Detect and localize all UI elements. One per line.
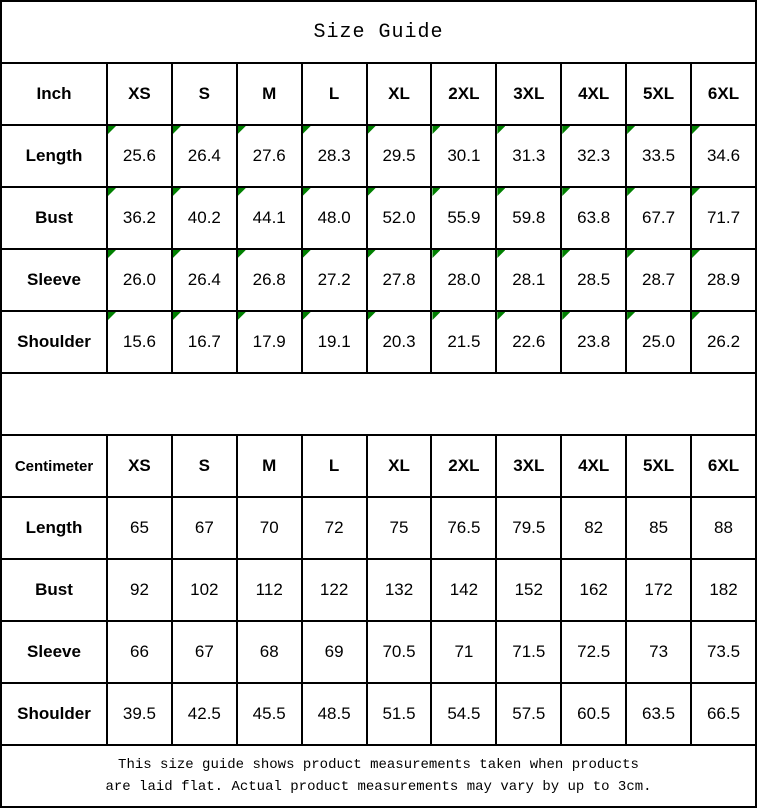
measurement-cell [626,497,691,559]
measurement-cell [626,125,691,187]
measurement-cell [172,559,237,621]
measurement-value: 54.5 [447,704,481,723]
corner-marker-icon [627,188,635,196]
measurement-cell [691,683,756,745]
measurement-value: 32.3 [577,146,611,165]
measurement-cell [496,683,561,745]
measurement-value: 16.7 [187,332,221,351]
spacer-row [1,373,756,435]
row-label-sleeve: Sleeve [1,249,107,311]
measurement-value: 40.2 [187,208,221,227]
measurement-cell [431,683,496,745]
cm-bust-row [1,559,756,621]
corner-marker-icon [432,312,440,320]
measurement-cell [626,621,691,683]
size-header-s: S [172,63,237,125]
measurement-cell [237,683,302,745]
size-header-5xl: 5XL [626,63,691,125]
corner-marker-icon [368,312,376,320]
size-header-3xl: 3XL [496,435,561,497]
measurement-note [1,745,756,807]
measurement-value: 132 [384,580,414,599]
measurement-cell [172,125,237,187]
size-header-6xl: 6XL [691,63,756,125]
measurement-cell [302,187,367,249]
measurement-cell [107,311,172,373]
corner-marker-icon [303,188,311,196]
corner-marker-icon [368,188,376,196]
row-label-bust: Bust [1,187,107,249]
measurement-cell [691,187,756,249]
measurement-value: 20.3 [382,332,416,351]
measurement-cell [237,187,302,249]
corner-marker-icon [173,188,181,196]
measurement-value: 39.5 [122,704,156,723]
size-header-5xl: 5XL [626,435,691,497]
measurement-cell [172,497,237,559]
measurement-value: 28.3 [317,146,351,165]
measurement-cell [302,125,367,187]
measurement-value: 23.8 [577,332,611,351]
measurement-value: 67 [194,518,214,537]
measurement-value: 31.3 [512,146,546,165]
measurement-cell [561,621,626,683]
measurement-value: 52.0 [382,208,416,227]
measurement-cell [691,621,756,683]
measurement-cell [107,497,172,559]
measurement-cell [237,621,302,683]
measurement-value: 152 [514,580,543,599]
spacer-cell [1,373,756,435]
measurement-value: 182 [709,580,738,599]
size-header-l: L [302,435,367,497]
measurement-value: 68 [259,642,279,661]
measurement-cell [172,187,237,249]
inch-header-row [1,63,756,125]
measurement-value: 70.5 [382,642,416,661]
corner-marker-icon [303,312,311,320]
measurement-value: 88 [714,518,733,537]
measurement-value: 92 [129,580,149,599]
measurement-value: 26.2 [706,332,741,351]
measurement-cell [367,125,432,187]
measurement-value: 34.6 [706,146,741,165]
measurement-cell [367,497,432,559]
measurement-cell [561,187,626,249]
measurement-value: 162 [579,580,608,599]
measurement-cell [367,683,432,745]
measurement-value: 15.6 [122,332,156,351]
corner-marker-icon [692,126,700,134]
measurement-cell [107,125,172,187]
measurement-cell [626,683,691,745]
note-line-2: are laid flat. Actual product measurements may vary by up to 3cm. [105,779,652,795]
size-header-2xl: 2XL [431,435,496,497]
corner-marker-icon [108,126,116,134]
measurement-value: 25.6 [122,146,156,165]
corner-marker-icon [497,126,505,134]
measurement-cell [691,559,756,621]
row-label-length: Length [1,125,107,187]
measurement-cell [302,311,367,373]
measurement-cell [302,621,367,683]
measurement-value: 71.5 [512,642,546,661]
cm-shoulder-row [1,683,756,745]
size-header-2xl: 2XL [431,63,496,125]
measurement-value: 67 [194,642,214,661]
corner-marker-icon [692,312,700,320]
corner-marker-icon [368,126,376,134]
measurement-cell [107,249,172,311]
measurement-cell [172,621,237,683]
measurement-value: 27.2 [317,270,351,289]
cm-header-row [1,435,756,497]
measurement-value: 21.5 [447,332,481,351]
measurement-cell [561,125,626,187]
measurement-cell [367,621,432,683]
measurement-value: 67.7 [642,208,676,227]
measurement-value: 36.2 [122,208,156,227]
measurement-value: 42.5 [187,704,221,723]
measurement-cell [561,311,626,373]
corner-marker-icon [173,126,181,134]
size-header-m: M [237,63,302,125]
row-label-shoulder: Shoulder [1,311,107,373]
measurement-cell [172,249,237,311]
note-line-1: This size guide shows product measurements taken when products [118,757,639,773]
corner-marker-icon [108,188,116,196]
measurement-cell [561,249,626,311]
measurement-cell [107,621,172,683]
corner-marker-icon [692,188,700,196]
measurement-value: 75 [389,518,409,537]
corner-marker-icon [108,312,116,320]
measurement-cell [691,249,756,311]
measurement-cell [431,187,496,249]
measurement-value: 76.5 [447,518,481,537]
corner-marker-icon [627,250,635,258]
size-header-m: M [237,435,302,497]
measurement-value: 85 [649,518,669,537]
corner-marker-icon [238,126,246,134]
measurement-value: 71.7 [706,208,741,227]
row-label-bust: Bust [1,559,107,621]
measurement-cell [237,311,302,373]
measurement-cell [496,311,561,373]
measurement-value: 30.1 [447,146,481,165]
measurement-cell [107,559,172,621]
measurement-value: 51.5 [382,704,416,723]
measurement-cell [431,311,496,373]
corner-marker-icon [368,250,376,258]
measurement-value: 66 [129,642,149,661]
measurement-value: 28.5 [577,270,611,289]
measurement-value: 63.8 [577,208,611,227]
measurement-value: 48.0 [317,208,351,227]
row-label-sleeve: Sleeve [1,621,107,683]
measurement-value: 29.5 [382,146,416,165]
measurement-value: 69 [324,642,344,661]
measurement-value: 19.1 [317,332,351,351]
measurement-cell [431,621,496,683]
measurement-value: 57.5 [512,704,546,723]
measurement-cell [367,559,432,621]
measurement-cell [496,497,561,559]
corner-marker-icon [173,250,181,258]
corner-marker-icon [627,126,635,134]
measurement-cell [691,497,756,559]
size-header-s: S [172,435,237,497]
corner-marker-icon [303,250,311,258]
measurement-value: 73 [649,642,669,661]
measurement-cell [172,311,237,373]
measurement-value: 26.0 [122,270,156,289]
footer-row [1,745,756,807]
measurement-cell [496,621,561,683]
measurement-value: 26.4 [187,146,221,165]
measurement-cell [496,559,561,621]
measurement-cell [561,559,626,621]
measurement-value: 71 [454,642,474,661]
measurement-value: 142 [449,580,479,599]
measurement-value: 26.8 [252,270,286,289]
measurement-cell [302,497,367,559]
measurement-cell [561,497,626,559]
corner-marker-icon [497,250,505,258]
measurement-value: 122 [319,580,349,599]
measurement-value: 26.4 [187,270,221,289]
measurement-value: 72 [324,518,344,537]
measurement-cell [237,249,302,311]
size-header-3xl: 3XL [496,63,561,125]
measurement-cell [431,249,496,311]
measurement-cell [691,125,756,187]
inch-length-row [1,125,756,187]
corner-marker-icon [432,188,440,196]
corner-marker-icon [692,250,700,258]
measurement-value: 28.9 [706,270,741,289]
measurement-cell [431,559,496,621]
measurement-cell [367,311,432,373]
corner-marker-icon [303,126,311,134]
measurement-cell [107,683,172,745]
corner-marker-icon [562,250,570,258]
corner-marker-icon [562,126,570,134]
measurement-cell [107,187,172,249]
measurement-cell [561,683,626,745]
row-label-shoulder: Shoulder [1,683,107,745]
measurement-cell [496,125,561,187]
measurement-value: 66.5 [706,704,741,723]
corner-marker-icon [562,188,570,196]
corner-marker-icon [562,312,570,320]
measurement-value: 70 [259,518,279,537]
measurement-value: 59.8 [512,208,546,227]
measurement-cell [431,497,496,559]
corner-marker-icon [497,312,505,320]
measurement-value: 27.8 [382,270,416,289]
page-title: Size Guide [1,1,756,63]
measurement-value: 27.6 [252,146,286,165]
unit-header-centimeter: Centimeter [1,435,107,497]
measurement-value: 63.5 [642,704,676,723]
corner-marker-icon [173,312,181,320]
measurement-value: 72.5 [577,642,611,661]
size-header-4xl: 4XL [561,435,626,497]
corner-marker-icon [238,188,246,196]
size-header-xs: XS [107,435,172,497]
measurement-value: 44.1 [252,208,286,227]
measurement-value: 48.5 [317,704,351,723]
size-header-xs: XS [107,63,172,125]
measurement-cell [302,559,367,621]
measurement-value: 65 [129,518,149,537]
measurement-cell [302,249,367,311]
inch-shoulder-row [1,311,756,373]
cm-length-row [1,497,756,559]
size-header-6xl: 6XL [691,435,756,497]
measurement-cell [431,125,496,187]
measurement-cell [626,311,691,373]
size-header-l: L [302,63,367,125]
measurement-value: 55.9 [447,208,481,227]
measurement-value: 79.5 [512,518,546,537]
row-label-length: Length [1,497,107,559]
size-header-xl: XL [367,435,432,497]
measurement-value: 60.5 [577,704,611,723]
measurement-value: 22.6 [512,332,546,351]
measurement-cell [302,683,367,745]
measurement-value: 102 [190,580,219,599]
title-row [1,1,756,63]
measurement-value: 25.0 [642,332,676,351]
measurement-cell [367,187,432,249]
corner-marker-icon [238,250,246,258]
size-header-4xl: 4XL [561,63,626,125]
measurement-cell [237,559,302,621]
measurement-value: 33.5 [642,146,676,165]
measurement-cell [496,187,561,249]
inch-sleeve-row [1,249,756,311]
corner-marker-icon [627,312,635,320]
inch-bust-row [1,187,756,249]
measurement-value: 172 [644,580,673,599]
measurement-cell [237,125,302,187]
measurement-value: 28.1 [512,270,546,289]
measurement-cell [367,249,432,311]
measurement-value: 45.5 [252,704,286,723]
measurement-value: 28.7 [642,270,676,289]
measurement-cell [626,559,691,621]
measurement-cell [172,683,237,745]
measurement-value: 28.0 [447,270,481,289]
cm-sleeve-row [1,621,756,683]
corner-marker-icon [432,250,440,258]
corner-marker-icon [432,126,440,134]
measurement-cell [237,497,302,559]
measurement-cell [496,249,561,311]
measurement-cell [626,249,691,311]
measurement-cell [691,311,756,373]
unit-header-inch: Inch [1,63,107,125]
size-header-xl: XL [367,63,432,125]
corner-marker-icon [497,188,505,196]
corner-marker-icon [238,312,246,320]
corner-marker-icon [108,250,116,258]
measurement-cell [626,187,691,249]
measurement-value: 73.5 [706,642,741,661]
measurement-value: 112 [255,580,283,599]
measurement-value: 82 [584,518,604,537]
measurement-value: 17.9 [252,332,286,351]
